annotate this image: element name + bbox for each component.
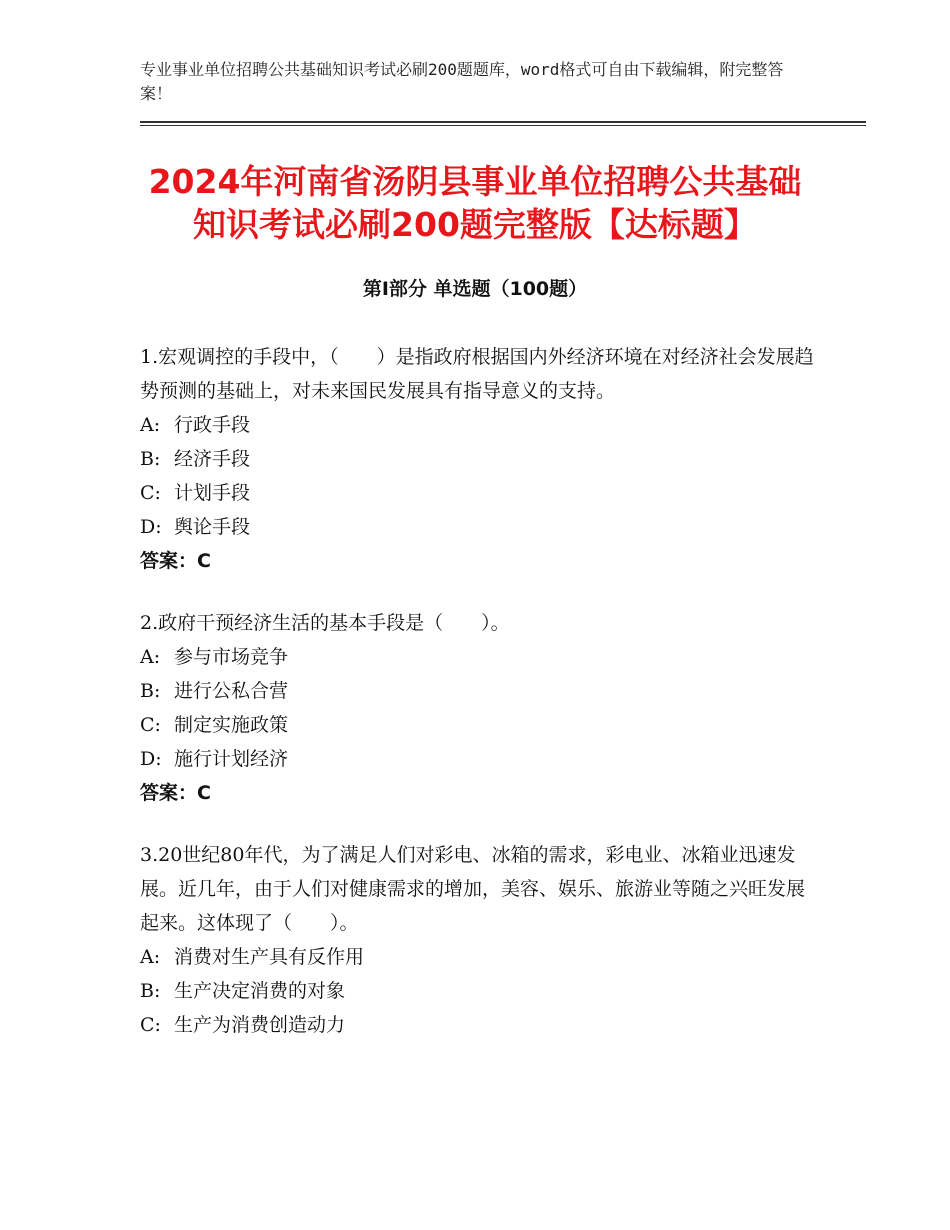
option-text: 舆论手段 — [174, 516, 251, 538]
option-key: B: — [140, 980, 161, 1002]
question-3 — [140, 838, 820, 1042]
document-title-line-2: 知识考试必刷200题完整版【达标题】 — [193, 205, 757, 244]
option-key: D: — [140, 516, 162, 538]
option-key: C: — [140, 1014, 161, 1036]
option-text: 经济手段 — [174, 448, 251, 470]
option-a — [140, 940, 820, 974]
option-text: 制定实施政策 — [174, 714, 289, 736]
option-c — [140, 708, 820, 742]
option-key: C: — [140, 482, 161, 504]
question-stem: 3.20世纪80年代，为了满足人们对彩电、冰箱的需求，彩电业、冰箱业迅速发展。近几年，由于人们对健康需求的增加，美容、娱乐、旅游业等随之兴旺发展起来。这体现了（ ）。 — [140, 844, 806, 934]
option-key: B: — [140, 680, 161, 702]
option-text: 参与市场竞争 — [174, 646, 289, 668]
option-key: A: — [140, 414, 161, 436]
option-d — [140, 742, 820, 776]
question-1 — [140, 340, 820, 578]
option-key: A: — [140, 646, 161, 668]
option-text: 计划手段 — [174, 482, 251, 504]
header-note: 专业事业单位招聘公共基础知识考试必刷200题题库，word格式可自由下载编辑，附完整答案！ — [140, 60, 784, 103]
question-2 — [140, 606, 820, 810]
option-b — [140, 442, 820, 476]
option-text: 消费对生产具有反作用 — [174, 946, 365, 968]
question-stem: 1.宏观调控的手段中，（ ）是指政府根据国内外经济环境在对经济社会发展趋势预测的基础上，对未来国民发展具有指导意义的支持。 — [140, 346, 814, 402]
option-text: 生产为消费创造动力 — [174, 1014, 346, 1036]
option-text: 生产决定消费的对象 — [174, 980, 346, 1002]
option-c — [140, 1008, 820, 1042]
option-text: 进行公私合营 — [174, 680, 289, 702]
option-b — [140, 674, 820, 708]
option-a — [140, 408, 820, 442]
header-divider-thin — [140, 125, 866, 126]
option-c — [140, 476, 820, 510]
answer-label: 答案：C — [140, 782, 211, 804]
option-a — [140, 640, 820, 674]
option-key: C: — [140, 714, 161, 736]
question-stem: 2.政府干预经济生活的基本手段是（ ）。 — [140, 612, 510, 634]
document-title — [100, 160, 850, 246]
option-b — [140, 974, 820, 1008]
option-text: 施行计划经济 — [174, 748, 289, 770]
option-key: D: — [140, 748, 162, 770]
document-title-line-1: 2024年河南省汤阴县事业单位招聘公共基础 — [148, 162, 802, 201]
option-key: A: — [140, 946, 161, 968]
answer-label: 答案：C — [140, 550, 211, 572]
question-list — [140, 340, 820, 1070]
option-key: B: — [140, 448, 161, 470]
section-heading: 第Ⅰ部分 单选题（100题） — [362, 278, 588, 300]
option-d — [140, 510, 820, 544]
option-text: 行政手段 — [174, 414, 251, 436]
header-divider-thick — [140, 121, 866, 123]
